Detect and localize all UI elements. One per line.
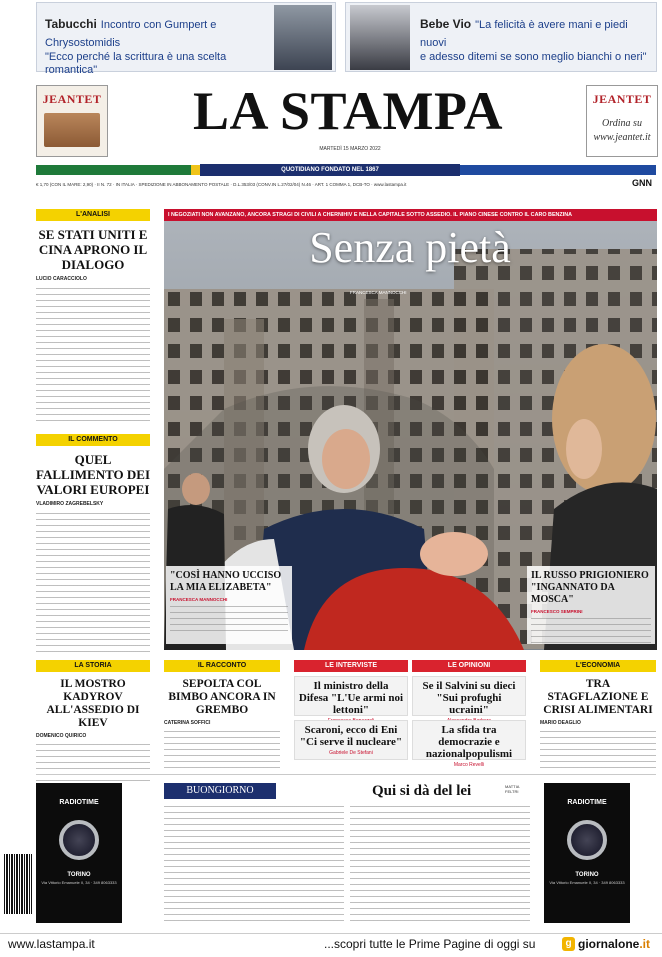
main-byline: FRANCESCA MANNOCCHI xyxy=(350,290,407,295)
interview-item[interactable] xyxy=(294,676,408,716)
kicker: LE INTERVISTE xyxy=(294,660,408,672)
barcode xyxy=(4,854,32,914)
watch-icon xyxy=(59,820,99,860)
ad-jeantet-left[interactable] xyxy=(36,85,108,157)
watch-icon xyxy=(567,820,607,860)
ad-watch-left[interactable] xyxy=(36,783,122,923)
giornalone-icon: g xyxy=(562,937,575,951)
ad-line: www.jeantet.it xyxy=(593,132,651,143)
ad-logo: RADIOTIME xyxy=(59,799,99,806)
interviews-block xyxy=(294,660,526,768)
kicker: IL RACCONTO xyxy=(164,660,280,672)
body-text xyxy=(531,618,651,648)
ad-logo: JEANTET xyxy=(42,92,102,106)
bottom-article-economia[interactable] xyxy=(540,660,656,773)
footer-site-link[interactable]: www.lastampa.it xyxy=(8,937,95,951)
teaser-line: e adesso ditemi se sono meglio bianchi o neri" xyxy=(420,51,647,63)
teaser-photo xyxy=(350,5,410,70)
headline: SE STATI UNITI E CINA APRONO IL DIALOGO xyxy=(38,227,148,272)
logo-suffix: .it xyxy=(639,937,651,951)
teaser-line: "Ecco perché la scrittura è una scelta romantica" xyxy=(45,51,227,76)
teaser-right[interactable] xyxy=(345,2,657,72)
author: VLADIMIRO ZAGREBELSKY xyxy=(36,501,104,507)
kicker: IL COMMENTO xyxy=(36,434,150,446)
headline: Il ministro della Difesa "L'Ue armi noi lettoni" xyxy=(298,680,404,716)
body-text xyxy=(170,606,288,636)
quote-headline: IL RUSSO PRIGIONIERO "INGANNATO DA MOSCA" xyxy=(531,570,649,605)
body-text xyxy=(36,744,150,786)
quote-author: FRANCESCA MANNOCCHI xyxy=(170,597,228,602)
interview-item[interactable] xyxy=(412,676,526,716)
quote-box-right[interactable] xyxy=(527,566,655,644)
teaser-name: Bebe Vio xyxy=(420,17,472,31)
headline: QUEL FALLIMENTO DEI VALORI EUROPEI xyxy=(36,452,151,497)
body-text xyxy=(36,513,150,653)
kicker: L'ECONOMIA xyxy=(540,660,656,672)
author: DOMENICO QUIRICO xyxy=(36,733,87,739)
kicker: LE OPINIONI xyxy=(412,660,526,672)
interview-item[interactable] xyxy=(294,720,408,760)
teaser-left[interactable] xyxy=(36,2,336,76)
footer-promo-text: ...scopri tutte le Prime Pagine di oggi su xyxy=(324,937,536,951)
teaser-name: Tabucchi xyxy=(45,17,97,31)
masthead-title: LA STAMPA xyxy=(192,81,504,141)
ad-city: TORINO xyxy=(575,872,599,878)
body-text xyxy=(164,806,344,922)
headline: Se il Salvini su dieci "Sui profughi ucraini" xyxy=(422,680,516,716)
teaser-line: "La felicità è avere mani e piedi nuovi xyxy=(420,19,628,49)
gnn-logo: GNN xyxy=(632,178,652,188)
quote-headline: "COSÌ HANNO UCCISO LA MIA ELIZABETA" xyxy=(170,570,282,593)
footer-giornalone-link[interactable] xyxy=(578,937,650,951)
body-text xyxy=(164,731,280,773)
ad-logo: RADIOTIME xyxy=(567,799,607,806)
quote-author: FRANCESCO SEMPRINI xyxy=(531,609,583,614)
body-text xyxy=(540,731,656,773)
headline: La sfida tra democrazie e nazionalpopulismi xyxy=(425,724,513,760)
issue-date: MARTEDÌ 15 MARZO 2022 xyxy=(319,146,381,152)
ad-logo: JEANTET xyxy=(592,92,652,106)
ad-city: TORINO xyxy=(67,872,91,878)
author: LUCIO CARACCIOLO xyxy=(36,276,87,282)
main-headline[interactable]: Senza pietà xyxy=(309,223,511,272)
left-article-2[interactable] xyxy=(36,434,150,653)
main-strap: I NEGOZIATI NON AVANZANO, ANCORA STRAGI DI CIVILI A CHERNIHIV E NELLA CAPITALE SOTTO ASSEDIO. IL PIANO CINESE CONTRO IL CARO BENZINA xyxy=(164,209,657,221)
quote-box-left[interactable] xyxy=(166,566,292,644)
ad-address: Via Vittorio Emanuele II, 34 · 349 8063333 xyxy=(41,880,117,885)
body-text xyxy=(36,288,150,426)
founded-label: QUOTIDIANO FONDATO NEL 1867 xyxy=(200,164,460,176)
divider xyxy=(36,774,656,775)
buongiorno-label: BUONGIORNO xyxy=(164,783,276,799)
ad-line: Ordina su xyxy=(602,118,642,129)
author: Gabriele De Stefani xyxy=(329,750,373,756)
headline: TRA STAGFLAZIONE E CRISI ALIMENTARI xyxy=(543,678,653,716)
teaser-photo xyxy=(274,5,332,70)
ad-watch-right[interactable] xyxy=(544,783,630,923)
headline: Scaroni, ecco di Eni "Ci serve il nucleare" xyxy=(299,724,403,748)
body-text xyxy=(350,806,530,922)
author: CATERINA SOFFICI xyxy=(164,720,211,726)
ad-product-image xyxy=(44,113,100,147)
logo-text: giornalone xyxy=(578,937,640,951)
kicker: LA STORIA xyxy=(36,660,150,672)
bottom-article-storia[interactable] xyxy=(36,660,150,786)
price-line: € 1,70 (CON IL MARE: 2,90) · II N. 72 · IN ITALIA · SPEDIZIONE IN ABBONAMENTO POSTALE · D.L.353/03 (CONV.IN L.27/02/04) N.46 · ART. 1 COMMA 1, DCB-TO · www.lastampa.it xyxy=(36,182,407,187)
buongiorno-author: MATTIA FELTRI xyxy=(505,784,520,794)
teaser-line: Incontro con Gumpert e Chrysostomidis xyxy=(45,19,217,49)
ad-jeantet-right[interactable] xyxy=(586,85,658,157)
author: MARIO DEAGLIO xyxy=(540,720,581,726)
headline: IL MOSTRO KADYROV ALL'ASSEDIO DI KIEV xyxy=(46,678,140,729)
headline: SEPOLTA COL BIMBO ANCORA IN GREMBO xyxy=(168,678,276,716)
author: Marco Revelli xyxy=(453,762,485,768)
kicker: L'ANALISI xyxy=(36,209,150,221)
bottom-article-racconto[interactable] xyxy=(164,660,280,773)
ad-address: Via Vittorio Emanuele II, 34 · 349 8063333 xyxy=(549,880,625,885)
interview-item[interactable] xyxy=(412,720,526,768)
left-article-1[interactable] xyxy=(36,209,150,426)
buongiorno-title[interactable]: Qui si dà del lei xyxy=(372,783,472,799)
